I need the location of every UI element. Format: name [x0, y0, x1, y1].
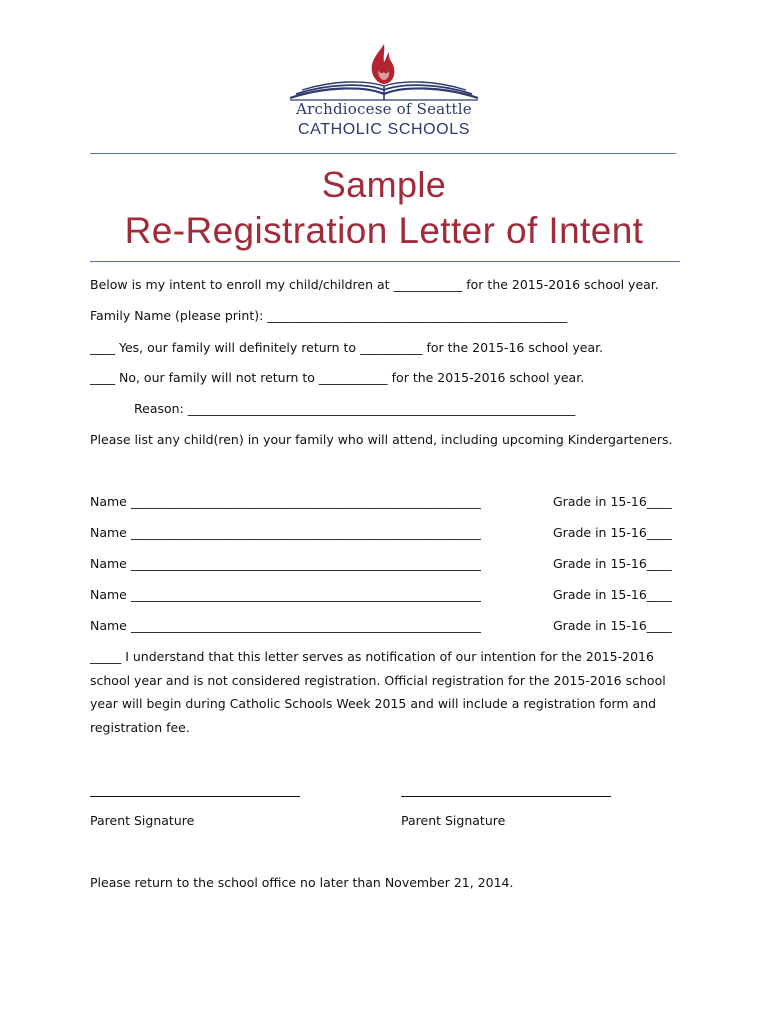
return-deadline-note: Please return to the school office no later than November 21, 2014. — [90, 875, 514, 890]
child-name-field: Name ________________________________________________________ — [90, 494, 481, 509]
logo-line-2: CATHOLIC SCHOOLS — [298, 121, 470, 138]
child-grade-field: Grade in 15-16____ — [553, 587, 672, 602]
child-name-field: Name ________________________________________________________ — [90, 525, 481, 540]
acknowledgement-paragraph: _____ I understand that this letter serves as notification of our intention for the 2015-2016 school year and is not considered registration. Official registration for the 2015-2016 school year will begin during Catholic Schools Week 2015 and will include a registration form and registration fee. — [90, 649, 666, 735]
list-prompt: Please list any child(ren) in your family who will attend, including upcoming Kindergarteners. — [90, 432, 673, 447]
child-name-field: Name ________________________________________________________ — [90, 556, 481, 571]
parent-signature-label-1: Parent Signature — [90, 813, 195, 828]
flame-book-icon — [286, 40, 482, 104]
child-grade-field: Grade in 15-16____ — [553, 494, 672, 509]
archdiocese-logo — [286, 40, 482, 144]
title-line-2: Re-Registration Letter of Intent — [124, 210, 644, 251]
child-grade-field: Grade in 15-16____ — [553, 525, 672, 540]
title-line-1: Sample — [321, 164, 447, 205]
child-name-field: Name ________________________________________________________ — [90, 587, 481, 602]
child-name-field: Name ________________________________________________________ — [90, 618, 481, 633]
signature-line-1 — [90, 796, 300, 797]
signature-line-2 — [401, 796, 611, 797]
title-divider — [90, 261, 680, 262]
reason-field: Reason: ______________________________________________________________ — [134, 401, 576, 416]
family-name-field: Family Name (please print): ________________________________________________ — [90, 308, 568, 323]
child-grade-field: Grade in 15-16____ — [553, 618, 672, 633]
intent-line: Below is my intent to enroll my child/children at ___________ for the 2015-2016 school year. — [90, 277, 659, 292]
logo-line-1: Archdiocese of Seattle — [296, 100, 472, 118]
header-divider — [90, 153, 676, 154]
parent-signature-label-2: Parent Signature — [401, 813, 506, 828]
yes-option-line: ____ Yes, our family will definitely return to __________ for the 2015-16 school year. — [90, 340, 604, 355]
child-grade-field: Grade in 15-16____ — [553, 556, 672, 571]
no-option-line: ____ No, our family will not return to ___________ for the 2015-2016 school year. — [90, 370, 585, 385]
